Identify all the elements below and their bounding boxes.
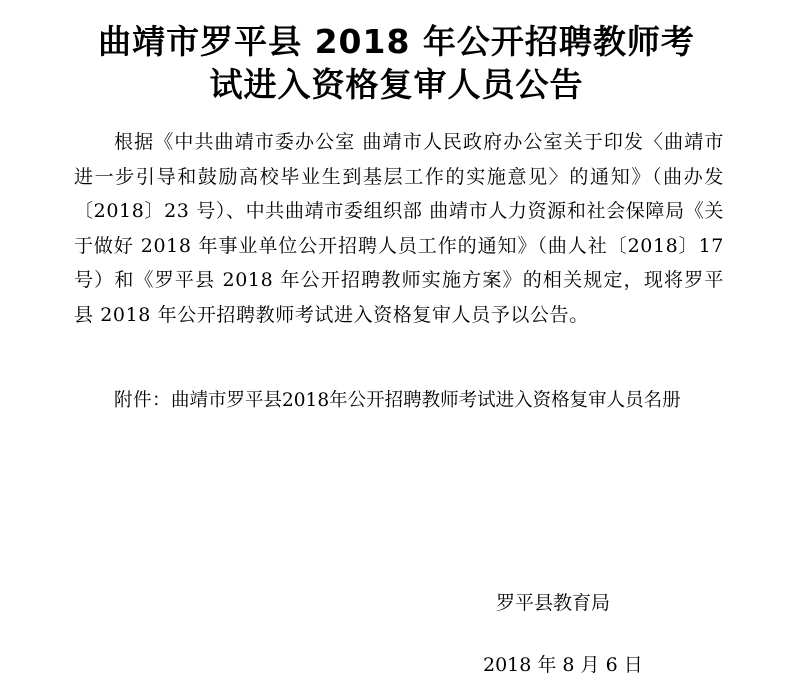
attachment-label: 附件： bbox=[114, 390, 172, 411]
attachment-line bbox=[114, 384, 681, 418]
attachment-title: 曲靖市罗平县2018年公开招聘教师考试进入资格复审人员名册 bbox=[171, 390, 681, 411]
issue-date: 2018 年 8 月 6 日 bbox=[483, 654, 643, 676]
body-paragraph: 根据《中共曲靖市委办公室 曲靖市人民政府办公室关于印发〈曲靖市进一步引导和鼓励高校毕业生到基层工作的实施意见〉的通知》（曲办发〔2018〕23 号）、中共曲靖市委组织部 曲靖市人力资源和社会保障局《关于做好 2018 年事业单位公开招聘人员工作的通知》（曲人社〔2018〕17 号）和《罗平县 2018 年公开招聘教师实施方案》的相关规定，现将罗平县 2018 年公开招聘教师考试进入资格复审人员予以公告。 bbox=[74, 131, 724, 326]
issuer-signature: 罗平县教育局 bbox=[496, 592, 611, 614]
document-title-line-1: 曲靖市罗平县 2018 年公开招聘教师考 bbox=[98, 22, 695, 61]
document-title-line-2: 试进入资格复审人员公告 bbox=[209, 65, 584, 104]
